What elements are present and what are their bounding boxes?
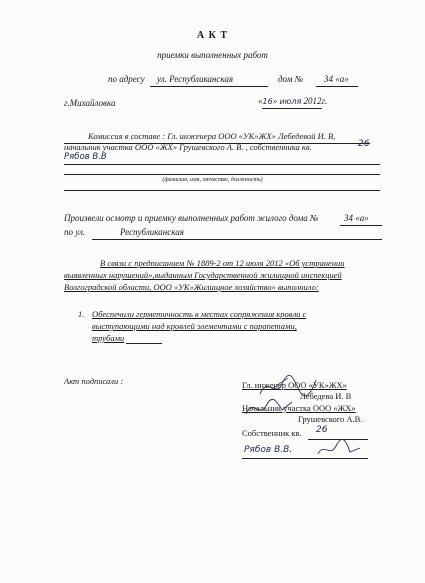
house-number-underline (316, 86, 358, 87)
signature2-name: Грушевского А.В. (298, 414, 363, 424)
order-line1: В связи с предписанием № 1889-2 от 12 июля 2012 «Об устранении (100, 258, 345, 268)
commission-owner-handwritten: Рябов В.В (64, 152, 107, 162)
signature3-scribble-icon (316, 438, 362, 460)
address-street-underline (150, 86, 268, 87)
work-line3-tail (126, 343, 162, 344)
date-day: 16 (262, 97, 273, 106)
signature2-scribble-icon (244, 396, 294, 420)
inspection-number-underline (340, 225, 382, 226)
commission-blank-line2 (64, 190, 380, 191)
order-line2: выявленных нарушений»,выданным Государственной жилищной инспекцией (64, 270, 342, 280)
work-line2: выступающими над кровлей элементами с парапетами, (92, 321, 297, 331)
work-line1: Обеспечили герметичность в местах сопряжения кровли с (92, 309, 307, 319)
commission-line1-underline (64, 143, 370, 144)
date-underline (262, 108, 322, 109)
commission-owner-line (64, 164, 380, 165)
work-line3: трубами (92, 333, 125, 343)
signatures-label: Акт подписали : (64, 376, 124, 386)
commission-line1: Комиссия в составе : Гл. инженера ООО «УК»ЖХ» Лебедевой И. В, (88, 131, 336, 141)
inspection-house-number: 34 «а» (344, 213, 369, 223)
signature3-handwritten: Рябов В.В. (244, 445, 293, 455)
commission-apartment: 26 (358, 139, 370, 149)
inspection-street-underline (92, 239, 382, 240)
commission-caption: (фамилия, имя, отчество, должность) (162, 177, 263, 183)
document-subtitle: приемки выполненных работ (157, 50, 268, 60)
signature1-title: Гл. инженер ООО «УК»ЖХ» (242, 380, 347, 390)
house-label: дом № (278, 74, 304, 84)
address-prefix: по адресу (108, 74, 145, 84)
address-street: ул. Республиканская (157, 74, 234, 84)
document-title: А К Т (196, 30, 229, 41)
signature3-line (242, 458, 368, 459)
signature3-apartment: 26 (316, 425, 328, 435)
work-item-number: 1. (78, 309, 85, 319)
inspection-line1: Произвели осмотр и приемку выполненных работ жилого дома № (64, 213, 319, 223)
signature3-title: Собственник кв. (242, 428, 302, 438)
inspection-street-prefix: по ул. (64, 227, 86, 237)
commission-blank-line1 (64, 174, 380, 175)
date (258, 96, 327, 106)
commission-line2: начальник участка ООО «ЖХ» Грушевского А. В. , собственника кв. (64, 142, 312, 152)
house-number: 34 «а» (324, 74, 349, 84)
order-line3: Волгоградской области, ООО «УК»Жилищное хозяйство» выполнило: (64, 282, 319, 292)
date-month: июля (279, 97, 302, 106)
signature1-name: Лебедева И. В (300, 391, 352, 401)
date-close: » (272, 96, 278, 106)
signature2-title: Начальник участка ООО «ЖХ» (242, 403, 356, 413)
date-year: 2012г. (303, 96, 328, 106)
date-open: « (258, 96, 263, 106)
inspection-street: Республиканская (120, 227, 184, 237)
city: г.Михайловка (64, 98, 116, 108)
